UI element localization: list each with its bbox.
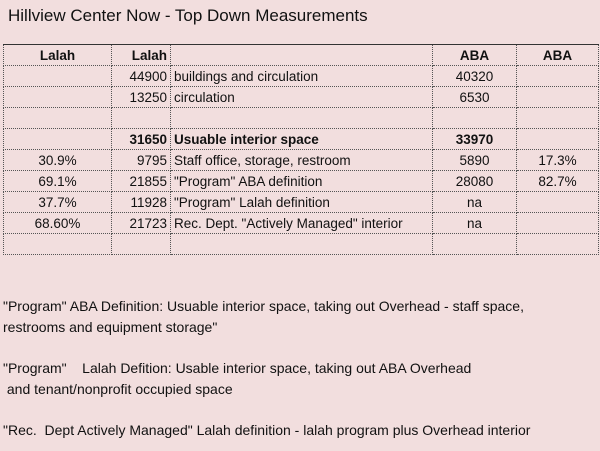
- lalah-percent-cell: [4, 129, 112, 150]
- header-aba-percent: ABA: [517, 45, 599, 66]
- lalah-percent-cell: [4, 87, 112, 108]
- description-cell: Usuable interior space: [171, 129, 433, 150]
- aba-value-cell: [433, 234, 517, 255]
- description-cell: Staff office, storage, restroom: [171, 150, 433, 171]
- aba-value-cell: 6530: [433, 87, 517, 108]
- lalah-percent-cell: [4, 108, 112, 129]
- table-row: [4, 129, 599, 150]
- table-row: [4, 234, 599, 255]
- note-program-aba-definition: [3, 296, 524, 338]
- note-program-lalah-definition: [3, 358, 471, 400]
- header-lalah-percent: Lalah: [4, 45, 112, 66]
- lalah-value-cell: 21855: [112, 171, 171, 192]
- aba-percent-cell: [517, 66, 599, 87]
- aba-value-cell: na: [433, 213, 517, 234]
- aba-value-cell: 33970: [433, 129, 517, 150]
- note-actively-managed-definition: [3, 420, 530, 441]
- lalah-value-cell: 13250: [112, 87, 171, 108]
- table-row: [4, 87, 599, 108]
- lalah-value-cell: 11928: [112, 192, 171, 213]
- description-cell: circulation: [171, 87, 433, 108]
- description-cell: "Program" ABA definition: [171, 171, 433, 192]
- aba-value-cell: [433, 108, 517, 129]
- aba-percent-cell: [517, 213, 599, 234]
- table-row: [4, 150, 599, 171]
- lalah-percent-cell: 30.9%: [4, 150, 112, 171]
- header-lalah-value: Lalah: [112, 45, 171, 66]
- lalah-value-cell: 31650: [112, 129, 171, 150]
- table-row: [4, 108, 599, 129]
- aba-value-cell: 28080: [433, 171, 517, 192]
- aba-value-cell: 40320: [433, 66, 517, 87]
- aba-percent-cell: 82.7%: [517, 171, 599, 192]
- aba-value-cell: na: [433, 192, 517, 213]
- header-description: [171, 45, 433, 66]
- table-row: [4, 192, 599, 213]
- aba-percent-cell: [517, 87, 599, 108]
- table-row: [4, 213, 599, 234]
- description-cell: [171, 234, 433, 255]
- lalah-value-cell: 44900: [112, 66, 171, 87]
- measurements-table: [3, 44, 599, 255]
- lalah-percent-cell: [4, 66, 112, 87]
- note-line: "Rec. Dept Actively Managed" Lalah definition - lalah program plus Overhead interior: [3, 422, 531, 438]
- page-title: Hillview Center Now - Top Down Measurements: [8, 6, 368, 25]
- table-row: [4, 171, 599, 192]
- header-aba-value: ABA: [433, 45, 517, 66]
- description-cell: buildings and circulation: [171, 66, 433, 87]
- note-line: "Program" ABA Definition: Usuable interior space, taking out Overhead - staff space,: [3, 298, 524, 314]
- description-cell: Rec. Dept. "Actively Managed" interior: [171, 213, 433, 234]
- aba-percent-cell: [517, 108, 599, 129]
- lalah-value-cell: 21723: [112, 213, 171, 234]
- aba-value-cell: 5890: [433, 150, 517, 171]
- lalah-percent-cell: [4, 234, 112, 255]
- note-line: and tenant/nonprofit occupied space: [3, 381, 233, 397]
- aba-percent-cell: 17.3%: [517, 150, 599, 171]
- description-cell: "Program" Lalah definition: [171, 192, 433, 213]
- note-line: restrooms and equipment storage": [3, 319, 218, 335]
- lalah-percent-cell: 68.60%: [4, 213, 112, 234]
- table-header-row: [4, 45, 599, 66]
- lalah-percent-cell: 69.1%: [4, 171, 112, 192]
- lalah-percent-cell: 37.7%: [4, 192, 112, 213]
- aba-percent-cell: [517, 129, 599, 150]
- lalah-value-cell: 9795: [112, 150, 171, 171]
- lalah-value-cell: [112, 234, 171, 255]
- aba-percent-cell: [517, 192, 599, 213]
- table-row: [4, 66, 599, 87]
- lalah-value-cell: [112, 108, 171, 129]
- description-cell: [171, 108, 433, 129]
- aba-percent-cell: [517, 234, 599, 255]
- note-line: "Program" Lalah Defition: Usable interior space, taking out ABA Overhead: [3, 360, 472, 376]
